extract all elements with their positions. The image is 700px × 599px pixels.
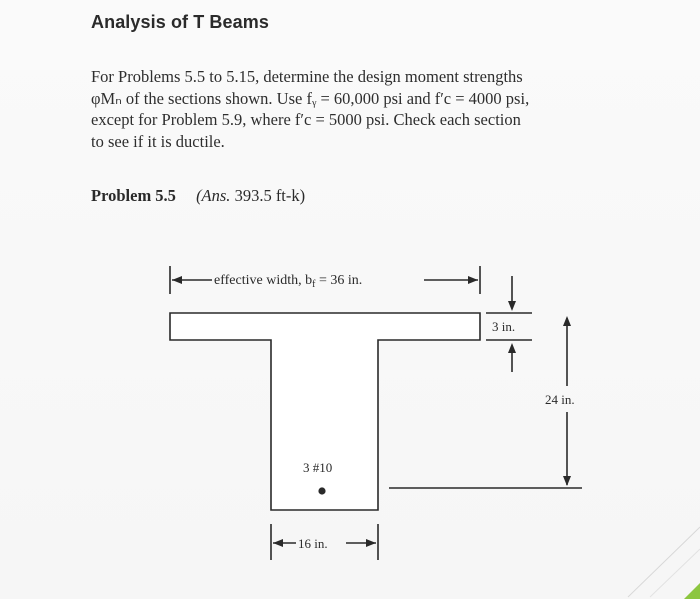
effective-width-label: effective width, $b_f = 36$ in. xyxy=(214,273,363,290)
depth-arrowhead-bottom xyxy=(563,476,571,486)
flange-thickness-label: 3 in. xyxy=(492,319,516,334)
paragraph-line-3: except for Problem 5.9, where f′c = 5000 psi. Check each section xyxy=(91,110,521,129)
paragraph-line-2: φMₙ of the sections shown. Use fᵧ = 60,000 psi and f′c = 4000 psi, xyxy=(91,88,530,108)
flange-arrowhead-top xyxy=(508,301,516,311)
flange-arrowhead-bottom xyxy=(508,343,516,353)
paragraph-line-1: For Problems 5.5 to 5.15, determine the design moment strengths xyxy=(91,67,523,86)
answer-prefix: (Ans. xyxy=(196,186,231,205)
total-depth-label: 24 in. xyxy=(545,392,575,407)
answer-value: 393.5 ft-k) xyxy=(234,186,306,205)
problem-label: Problem 5.5 xyxy=(91,186,176,205)
green-corner-shape xyxy=(684,583,700,599)
web-width-label: 16 in. xyxy=(298,536,328,551)
t-beam-outline xyxy=(170,313,480,510)
web-arrowhead-right xyxy=(366,539,376,547)
depth-arrowhead-top xyxy=(563,316,571,326)
web-arrowhead-left xyxy=(273,539,283,547)
width-arrowhead-left xyxy=(172,276,182,284)
rebar-label: 3 #10 xyxy=(303,460,333,475)
corner-decoration xyxy=(620,469,700,599)
paragraph-line-4: to see if it is ductile. xyxy=(91,131,225,151)
section-heading: Analysis of T Beams xyxy=(91,12,269,32)
width-arrowhead-right xyxy=(468,276,478,284)
rebar-dot xyxy=(318,487,325,494)
